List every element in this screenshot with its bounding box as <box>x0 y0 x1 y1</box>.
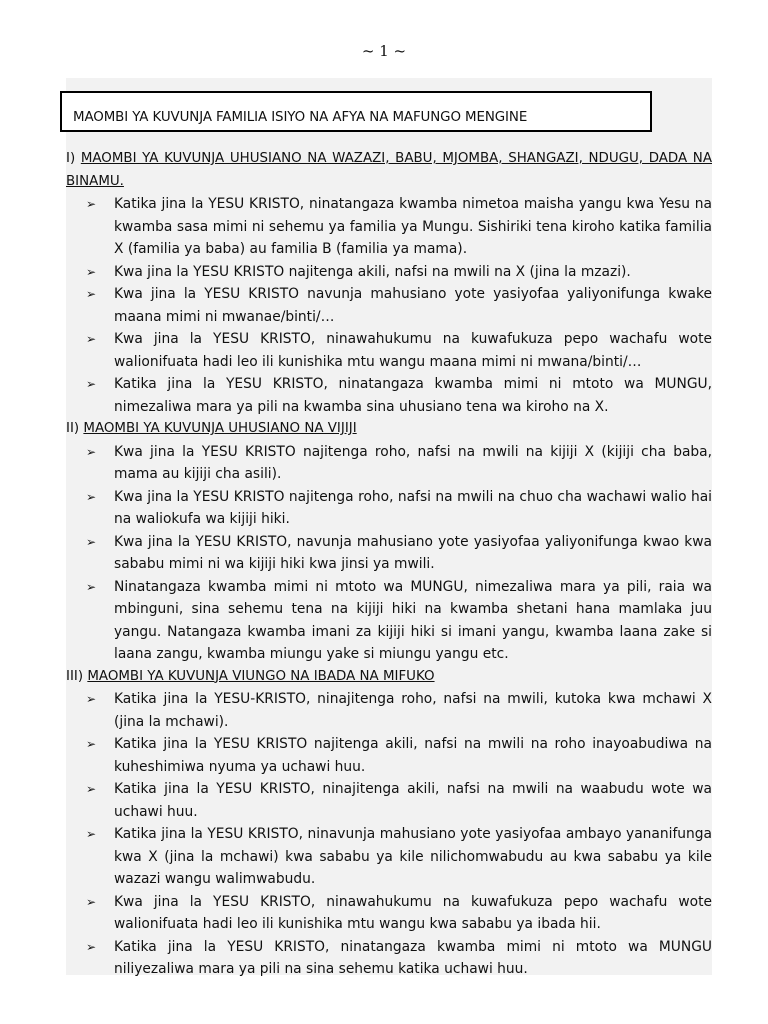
arrow-bullet-icon: ➢ <box>86 377 97 391</box>
section-title: MAOMBI YA KUVUNJA UHUSIANO NA VIJIJI <box>83 421 357 436</box>
list-item: ➢ Katika jina la YESU KRISTO, ninatangaza kwamba mimi ni mtoto wa MUNGU, nimezaliwa mara ya pili na kwamba sina uhusiano tena wa kiroho na X. <box>66 373 712 418</box>
list-item: ➢ Kwa jina la YESU KRISTO, ninawahukumu na kuwafukuza pepo wachafu wote walionifuata hadi leo ili kunishika mtu wangu kwa sababu ya ibada hii. <box>66 891 712 936</box>
section-heading-3 <box>66 666 712 689</box>
arrow-bullet-icon: ➢ <box>86 579 97 594</box>
list-item: ➢ Kwa jina la YESU KRISTO, navunja mahusiano yote yasiyofaa yaliyonifunga kwao kwa sababu mimi ni wa kijiji hiki kwa jinsi ya mwili. <box>66 531 712 576</box>
arrow-bullet-icon: ➢ <box>86 197 97 211</box>
list-item: ➢ Katika jina la YESU KRISTO najitenga akili, nafsi na mwili na roho inayoabudiwa na kuheshimiwa nyuma ya uchawi huu. <box>66 733 712 778</box>
document-title: MAOMBI YA KUVUNJA FAMILIA ISIYO NA AFYA NA MAFUNGO MENGINE <box>60 91 652 132</box>
arrow-bullet-icon: ➢ <box>86 287 97 301</box>
arrow-bullet-icon: ➢ <box>86 737 97 751</box>
section-prefix: II) <box>66 421 80 436</box>
arrow-bullet-icon: ➢ <box>86 534 97 549</box>
arrow-bullet-icon: ➢ <box>86 489 97 504</box>
section-prefix: I) <box>66 151 76 166</box>
page-number: ~ 1 ~ <box>361 42 407 60</box>
section-title: MAOMBI YA KUVUNJA VIUNGO NA IBADA NA MIFUKO <box>87 668 435 684</box>
arrow-bullet-icon: ➢ <box>86 939 97 954</box>
list-item: ➢ Katika jina la YESU-KRISTO, ninajitenga roho, nafsi na mwili, kutoka kwa mchawi X (jina la mchawi). <box>66 688 712 733</box>
arrow-bullet-icon: ➢ <box>86 692 97 706</box>
section-list-2 <box>66 441 712 666</box>
list-item: ➢ Kwa jina la YESU KRISTO navunja mahusiano yote yasiyofaa yaliyonifunga kwake maana mimi ni mwanae/binti/… <box>66 283 712 328</box>
arrow-bullet-icon: ➢ <box>86 444 97 459</box>
arrow-bullet-icon: ➢ <box>86 827 97 841</box>
section-heading-2 <box>66 418 712 441</box>
arrow-bullet-icon: ➢ <box>86 264 97 279</box>
list-item: ➢ Katika jina la YESU KRISTO, ninajitenga akili, nafsi na mwili na waabudu wote wa uchawi huu. <box>66 778 712 823</box>
arrow-bullet-icon: ➢ <box>86 782 97 796</box>
list-item: ➢ Kwa jina la YESU KRISTO najitenga roho, nafsi na mwili na chuo cha wachawi walio hai na waliokufa wa kijiji hiki. <box>66 486 712 531</box>
list-item: ➢ Katika jina la YESU KRISTO, ninatangaza kwamba mimi ni mtoto wa MUNGU niliyezaliwa mara ya pili na sina sehemu katika uchawi huu. <box>66 936 712 981</box>
list-item: ➢ Katika jina la YESU KRISTO, ninavunja mahusiano yote yasiyofaa ambayo yananifunga kwa X (jina la mchawi) kwa sababu ya kile nilichomwabudu au kwa sababu ya kile wazazi wangu walimwabudu. <box>66 823 712 891</box>
document-body <box>66 148 712 981</box>
section-prefix: III) <box>66 668 84 684</box>
arrow-bullet-icon: ➢ <box>86 332 97 346</box>
list-item: ➢ Kwa jina la YESU KRISTO najitenga roho, nafsi na mwili na kijiji X (kijiji cha baba, mama au kijiji cha asili). <box>66 441 712 486</box>
list-item: ➢ Katika jina la YESU KRISTO, ninatangaza kwamba nimetoa maisha yangu kwa Yesu na kwamba sasa mimi ni sehemu ya familia ya Mungu. Sishiriki tena kiroho katika familia X (familia ya baba) au familia B (familia ya mama). <box>66 193 712 261</box>
section-title: MAOMBI YA KUVUNJA UHUSIANO NA WAZAZI, BABU, MJOMBA, SHANGAZI, NDUGU, DADA NA BINAMU. <box>66 151 712 189</box>
list-item: ➢ Kwa jina la YESU KRISTO najitenga akili, nafsi na mwili na X (jina la mzazi). <box>66 261 712 284</box>
arrow-bullet-icon: ➢ <box>86 894 97 909</box>
section-list-3 <box>66 688 712 981</box>
section-list-1 <box>66 193 712 418</box>
section-heading-1 <box>66 148 712 193</box>
list-item: ➢ Kwa jina la YESU KRISTO, ninawahukumu na kuwafukuza pepo wachafu wote walionifuata hadi leo ili kunishika mtu wangu maana mimi ni mwana/binti/… <box>66 328 712 373</box>
list-item: ➢ Ninatangaza kwamba mimi ni mtoto wa MUNGU, nimezaliwa mara ya pili, raia wa mbinguni, sina sehemu tena na kijiji hiki na kwamba shetani hana mamlaka juu yangu. Natangaza kwamba imani za kijiji hiki si imani yangu, kwamba laana zake si laana zangu, kwamba miungu yake si miungu yangu etc. <box>66 576 712 666</box>
